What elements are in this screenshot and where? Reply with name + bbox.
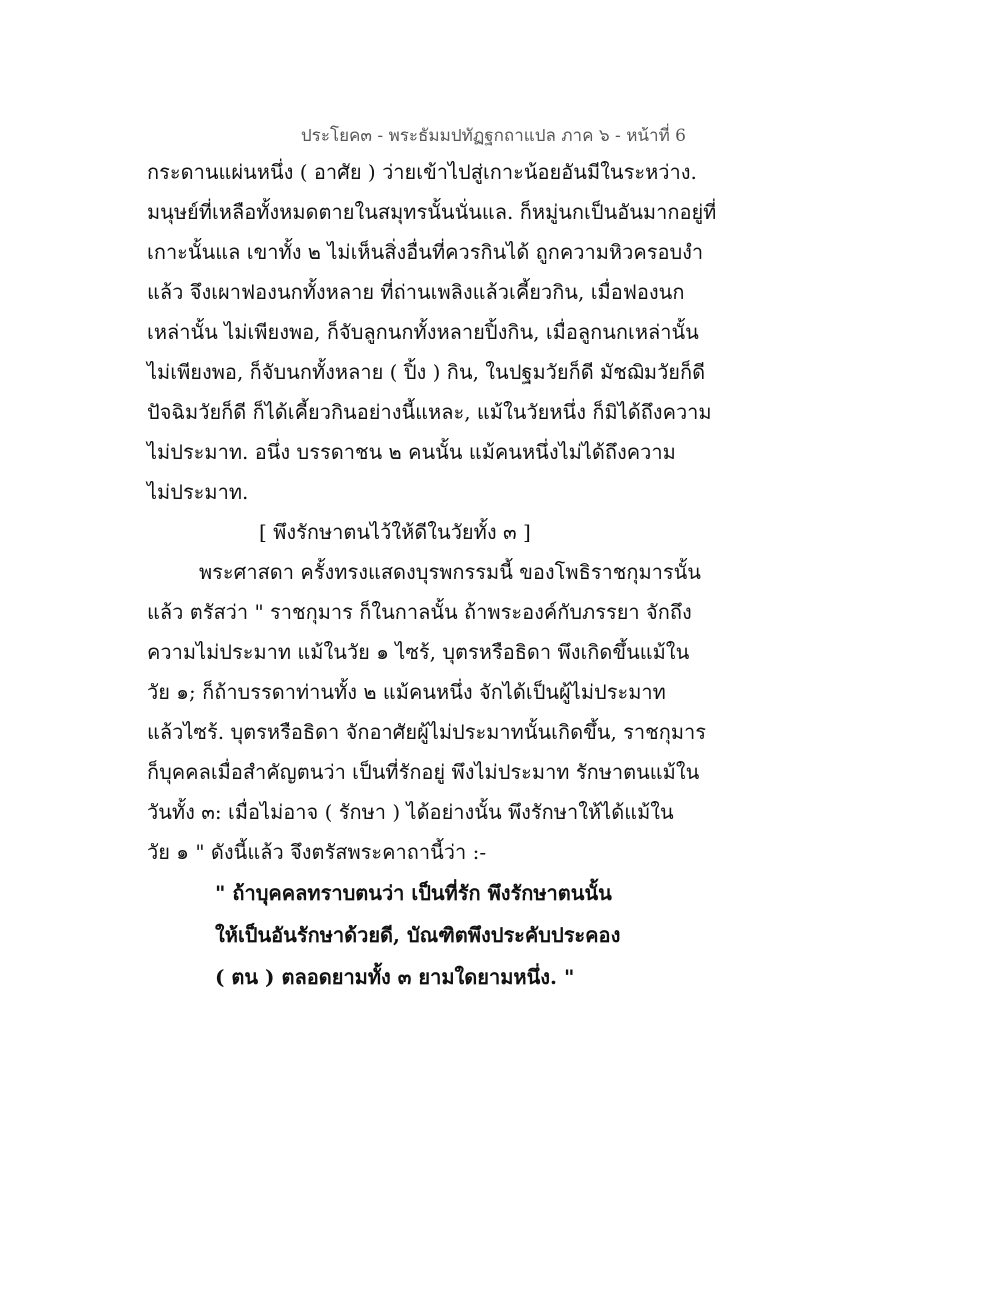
- text-line: วัย ๑; ก็ถ้าบรรดาท่านทั้ง ๒ แม้คนหนึ่ง จักได้เป็นผู้ไม่ประมาท: [147, 680, 666, 704]
- paragraph-teaching: [147, 552, 707, 872]
- text-line: แล้ว ตรัสว่า " ราชกุมาร ก็ในกาลนั้น ถ้าพระองค์กับภรรยา จักถึง: [147, 600, 692, 624]
- body-text: [147, 152, 717, 998]
- running-header: ประโยค๓ - พระธัมมปทัฏฐกถาแปล ภาค ๖ - หน้าที่ 6: [300, 126, 686, 146]
- verse-block: [147, 872, 707, 998]
- verse-line: ( ตน ) ตลอดยามทั้ง ๓ ยามใดยามหนึ่ง. ": [215, 965, 575, 989]
- text-line: ก็บุคคลเมื่อสำคัญตนว่า เป็นที่รักอยู่ พึงไม่ประมาท รักษาตนแม้ใน: [147, 760, 700, 784]
- text-line: วัย ๑ " ดังนี้แล้ว จึงตรัสพระคาถานี้ว่า :-: [147, 840, 487, 864]
- text-line: เหล่านั้น ไม่เพียงพอ, ก็จับลูกนกทั้งหลายปิ้งกิน, เมื่อลูกนกเหล่านั้น: [147, 320, 699, 344]
- text-line: กระดานแผ่นหนึ่ง ( อาศัย ) ว่ายเข้าไปสู่เกาะน้อยอันมีในระหว่าง.: [147, 160, 697, 184]
- text-line: เกาะนั้นแล เขาทั้ง ๒ ไม่เห็นสิ่งอื่นที่ควรกินได้ ถูกความหิวครอบงำ: [147, 240, 704, 264]
- text-line: แล้วไซร้. บุตรหรือธิดา จักอาศัยผู้ไม่ประมาทนั้นเกิดขึ้น, ราชกุมาร: [147, 720, 706, 744]
- text-line: แล้ว จึงเผาฟองนกทั้งหลาย ที่ถ่านเพลิงแล้วเคี้ยวกิน, เมื่อฟองนก: [147, 280, 685, 304]
- text-line: ไม่เพียงพอ, ก็จับนกทั้งหลาย ( ปิ้ง ) กิน, ในปฐมวัยก็ดี มัชฌิมวัยก็ดี: [147, 360, 706, 384]
- verse-line: ให้เป็นอันรักษาด้วยดี, บัณฑิตพึงประคับประคอง: [215, 923, 621, 947]
- text-line: พระศาสดา ครั้งทรงแสดงบุรพกรรมนี้ ของโพธิราชกุมารนั้น: [199, 560, 701, 584]
- paragraph-story: [147, 152, 717, 512]
- text-line: ปัจฉิมวัยก็ดี ก็ได้เคี้ยวกินอย่างนี้แหละ, แม้ในวัยหนึ่ง ก็มิได้ถึงความ: [147, 400, 712, 424]
- text-line: ไม่ประมาท.: [147, 480, 249, 504]
- text-line: วันทั้ง ๓: เมื่อไม่อาจ ( รักษา ) ได้อย่างนั้น พึงรักษาให้ได้แม้ใน: [147, 800, 674, 824]
- text-line: ความไม่ประมาท แม้ในวัย ๑ ไซร้, บุตรหรือธิดา พึงเกิดขึ้นแม้ใน: [147, 640, 690, 664]
- section-subheading: [ พึงรักษาตนไว้ให้ดีในวัยทั้ง ๓ ]: [259, 520, 531, 544]
- text-line: มนุษย์ที่เหลือทั้งหมดตายในสมุทรนั้นนั่นแล. ก็หมู่นกเป็นอันมากอยู่ที่: [147, 200, 717, 224]
- text-line: ไม่ประมาท. อนึ่ง บรรดาชน ๒ คนนั้น แม้คนหนึ่งไม่ได้ถึงความ: [147, 440, 676, 464]
- verse-line: " ถ้าบุคคลทราบตนว่า เป็นที่รัก พึงรักษาตนนั้น: [215, 881, 612, 905]
